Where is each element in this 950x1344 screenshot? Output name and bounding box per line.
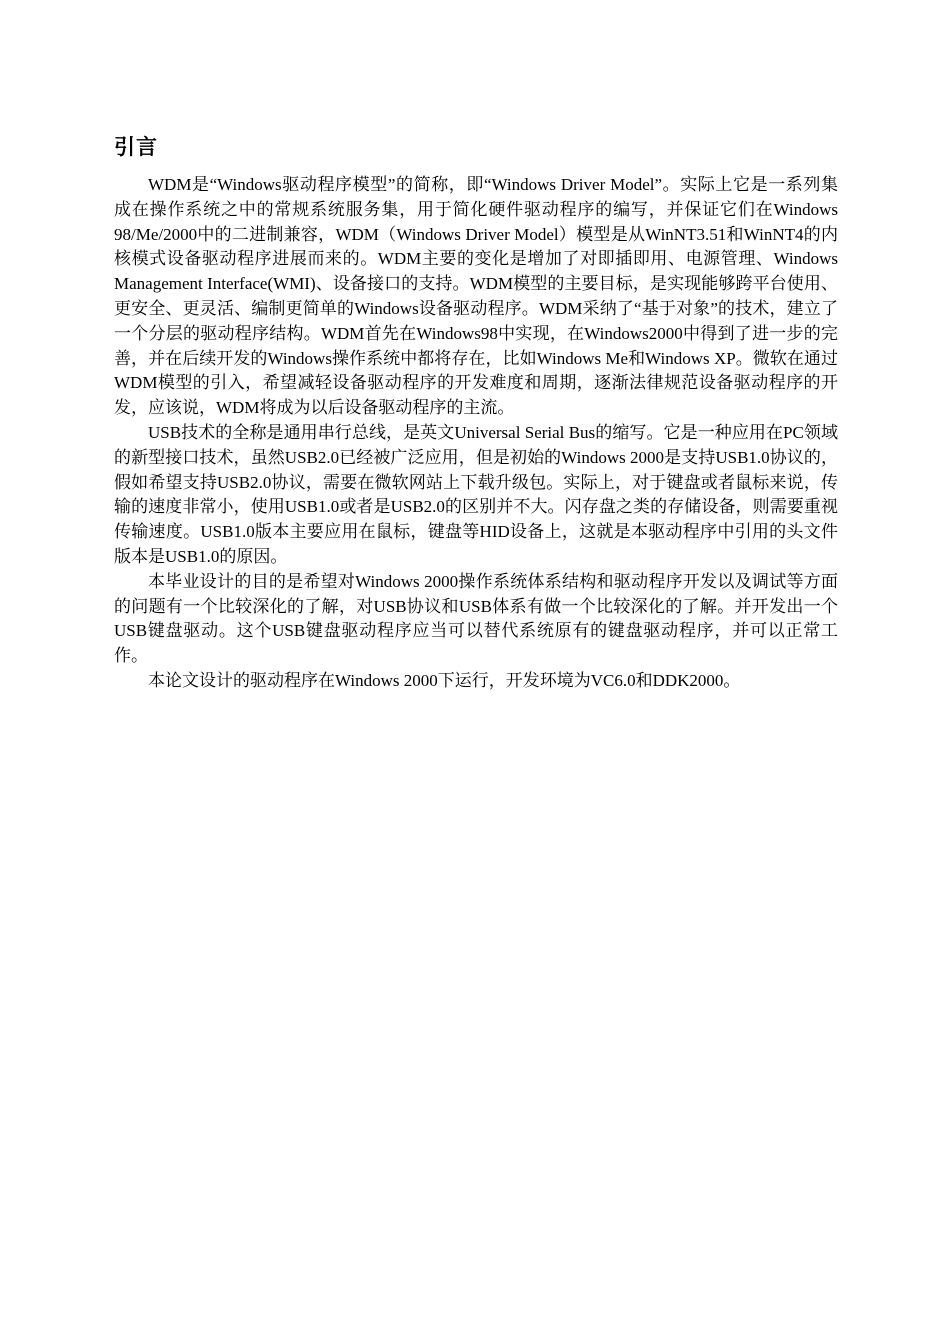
paragraph-usb-intro: USB技术的全称是通用串行总线，是英文Universal Serial Bus的缩写。它是一种应用在PC领域的新型接口技术，虽然USB2.0已经被广泛应用，但是初始的Windows 2000是支持USB1.0协议的，假如希望支持USB2.0协议，需要在微软网站上下载升级包。实际上，对于键盘或者鼠标来说，传输的速度非常小，使用USB1.0或者是USB2.0的区别并不大。闪存盘之类的存储设备，则需要重视传输速度。USB1.0版本主要应用在鼠标，键盘等HID设备上，这就是本驱动程序中引用的头文件版本是USB1.0的原因。 bbox=[114, 422, 838, 566]
paragraph-environment: 本论文设计的驱动程序在Windows 2000下运行，开发环境为VC6.0和DDK2000。 bbox=[148, 670, 741, 690]
paragraph-wdm-intro: WDM是“Windows驱动程序模型”的简称，即“Windows Driver Model”。实际上它是一系列集成在操作系统之中的常规系统服务集，用于简化硬件驱动程序的编写，并保证它们在Windows 98/Me/2000中的二进制兼容，WDM（Windows Driver Model）模型是从WinNT3.51和WinNT4的内核模式设备驱动程序进展而来的。WDM主要的变化是增加了对即插即用、电源管理、Windows Management Interface(WMI)、设备接口的支持。WDM模型的主要目标，是实现能够跨平台使用、更安全、更灵活、编制更简单的Windows设备驱动程序。WDM采纳了“基于对象”的技术，建立了一个分层的驱动程序结构。WDM首先在Windows98中实现，在Windows2000中得到了进一步的完善，并在后续开发的Windows操作系统中都将存在，比如Windows Me和Windows XP。微软在通过WDM模型的引入，希望减轻设备驱动程序的开发难度和周期，逐渐法律规范设备驱动程序的开发，应该说，WDM将成为以后设备驱动程序的主流。 bbox=[114, 175, 838, 418]
paragraph-design-goal: 本毕业设计的目的是希望对Windows 2000操作系统体系结构和驱动程序开发以及调试等方面的问题有一个比较深化的了解，对USB协议和USB体系有做一个比较深化的了解。并开发出一个USB键盘驱动。这个USB键盘驱动程序应当可以替代系统原有的键盘驱动程序，并可以正常工作。 bbox=[114, 571, 838, 666]
section-title: 引言 bbox=[114, 135, 158, 159]
document-page bbox=[114, 132, 838, 694]
